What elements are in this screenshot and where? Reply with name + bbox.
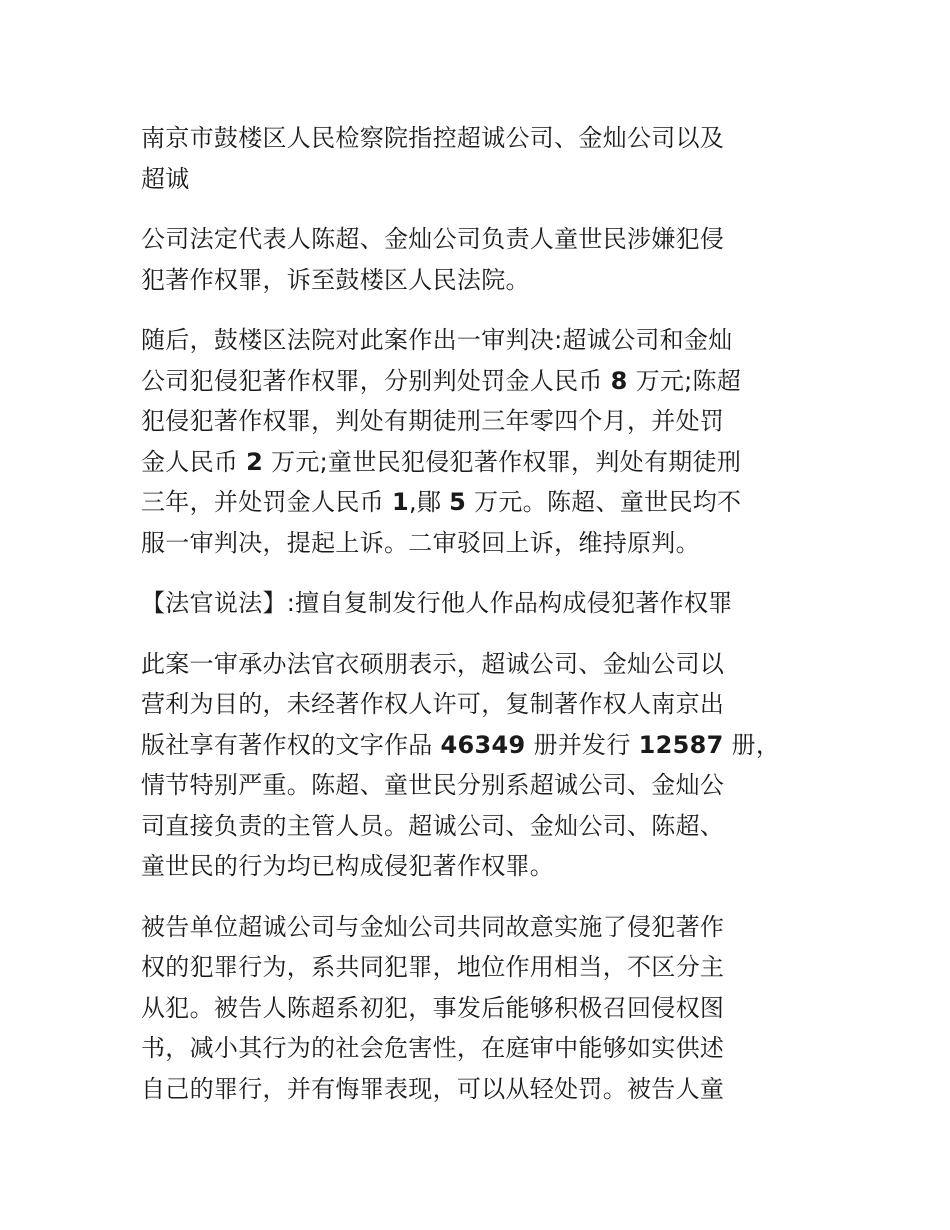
text-segment: 万元;陈超 [627,366,742,395]
text-line [141,401,821,442]
text-line [141,118,821,159]
number-text: 2 [246,447,264,476]
text-segment: 被告单位超诚公司与金灿公司共同故意实施了侵犯著作 [141,912,725,941]
number-text: 5 [449,488,467,516]
text-line [141,260,821,301]
text-segment: ,鄖 [408,488,450,516]
text-segment: 【法官说法】:擅自复制发行他人作品构成侵犯著作权罪 [141,589,733,617]
paragraph [141,583,821,624]
document-page [141,118,821,1129]
text-segment: 童世民的行为均已构成侵犯著作权罪。 [141,852,555,880]
text-segment: 万元。陈超、童世民均不 [466,488,742,516]
text-line [141,583,821,624]
text-segment: 司直接负责的主管人员。超诚公司、金灿公司、陈超、 [141,811,725,840]
text-segment: 书，减小其行为的社会危害性，在庭审中能够如实供述 [141,1034,725,1062]
text-segment: 版社享有著作权的文字作品 [141,730,441,759]
text-line [141,1069,821,1110]
text-line [141,725,821,766]
text-segment: 册， [723,730,781,759]
text-line [141,320,821,361]
text-segment: 超诚 [141,164,190,193]
text-line [141,644,821,685]
number-text: 8 [610,366,628,395]
text-segment: 公司犯侵犯著作权罪，分别判处罚金人民币 [141,366,611,395]
text-line [141,361,821,402]
text-line [141,846,821,887]
text-line [141,765,821,806]
text-segment: 情节特别严重。陈超、童世民分别系超诚公司、金灿公 [141,771,725,799]
number-text: 12587 [638,730,724,759]
text-segment: 权的犯罪行为，系共同犯罪，地位作用相当，不区分主 [141,953,725,981]
text-line [141,988,821,1029]
text-line [141,159,821,200]
paragraph [141,644,821,887]
text-segment: 公司法定代表人陈超、金灿公司负责人童世民涉嫌犯侵 [141,225,725,253]
text-segment: 自己的罪行，并有悔罪表现，可以从轻处罚。被告人童 [141,1074,725,1103]
text-segment: 随后，鼓楼区法院对此案作出一审判决:超诚公司和金灿 [141,326,733,354]
text-line [141,219,821,260]
text-line [141,806,821,847]
text-segment: 营利为目的，未经著作权人许可，复制著作权人南京出 [141,690,725,718]
text-line [141,523,821,564]
text-line [141,1028,821,1069]
text-segment: 册并发行 [525,730,639,759]
text-segment: 金人民币 [141,447,247,476]
text-segment: 犯著作权罪，诉至鼓楼区人民法院。 [141,265,530,294]
text-segment: 从犯。被告人陈超系初犯，事发后能够积极召回侵权图 [141,993,725,1022]
paragraph [141,907,821,1110]
text-segment: 服一审判决，提起上诉。二审驳回上诉，维持原判。 [141,528,700,557]
text-line [141,482,821,523]
text-line [141,684,821,725]
paragraph [141,118,821,199]
text-segment: 南京市鼓楼区人民检察院指控超诚公司、金灿公司以及 [141,124,725,152]
paragraph [141,219,821,300]
text-line [141,907,821,948]
text-segment: 万元;童世民犯侵犯著作权罪，判处有期徒刑 [263,447,742,476]
text-segment: 三年，并处罚金人民币 [141,488,392,516]
text-segment: 犯侵犯著作权罪，判处有期徒刑三年零四个月，并处罚 [141,407,725,435]
number-text: 46349 [440,730,526,759]
text-segment: 此案一审承办法官衣硕朋表示，超诚公司、金灿公司以 [141,649,725,678]
number-text: 1 [391,488,409,516]
text-line [141,442,821,483]
text-line [141,947,821,988]
paragraph [141,320,821,563]
